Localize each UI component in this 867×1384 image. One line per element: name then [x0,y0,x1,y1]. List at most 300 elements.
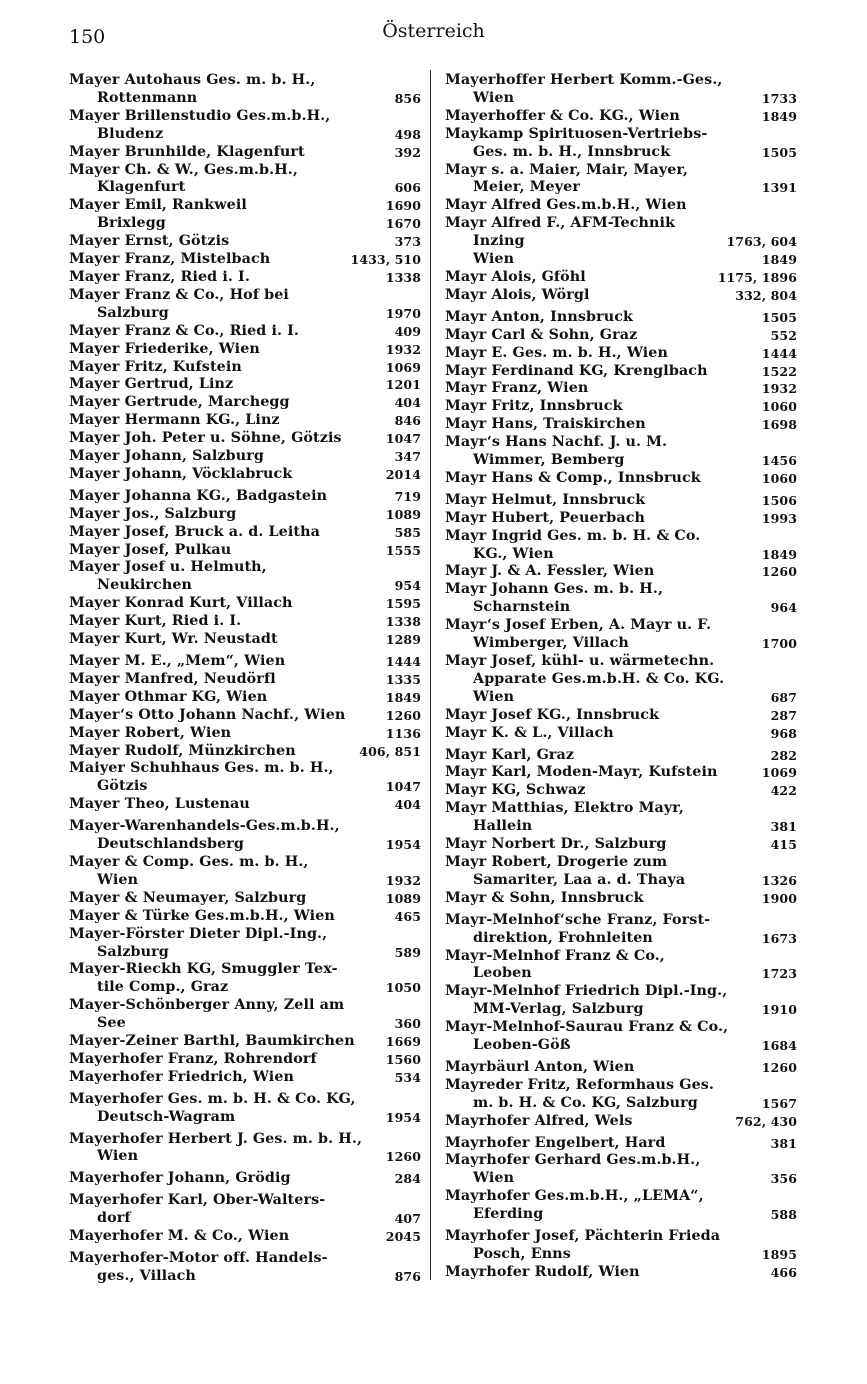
entry-continuation: MM-Verlag, Salzburg [473,1001,644,1018]
entry-name: Mayr J. & A. Fessler, Wien [445,563,655,580]
entry-name: Mayr-Melnhof Franz & Co., [445,947,665,964]
directory-entry [69,197,421,215]
entry-name: Mayrhofer Alfred, Wels [445,1112,633,1129]
directory-entry [69,818,421,854]
entry-continuation: Hallein [473,818,533,835]
directory-entry [69,215,421,233]
entry-name: Mayrhofer Ges.m.b.H., „LEMA“, [445,1188,704,1205]
entry-page-ref: 1456 [761,453,797,469]
entry-page-ref: 1670 [385,216,421,232]
entry-name: Mayr K. & L., Villach [445,724,614,741]
directory-entry [445,1077,797,1113]
entry-page-ref: 1506 [761,492,797,508]
entry-name: Mayr Franz, Wien [445,380,589,397]
entry-page-ref: 1326 [761,872,797,888]
entry-page-ref: 498 [394,126,421,142]
entry-name: Mayr Robert, Drogerie zum [445,853,668,870]
entry-page-ref: 1289 [385,632,421,648]
directory-entry [445,327,797,345]
entry-name: Mayrhofer Josef, Pächterin Frieda [445,1228,721,1245]
directory-entry [445,309,797,327]
entry-name: Mayr Carl & Sohn, Graz [445,326,638,343]
directory-entry [69,725,421,743]
directory-entry [445,363,797,381]
entry-name: Mayer Josef, Pulkau [69,541,232,558]
directory-entry [445,1228,797,1264]
entry-page-ref: 1849 [761,108,797,124]
entry-name: Mayr Josef KG., Innsbruck [445,706,660,723]
entry-name: Mayerhofer Karl, Ober-Walters- [69,1192,326,1209]
directory-entry [69,760,421,796]
directory-entry [69,613,421,631]
entry-page-ref: 1338 [385,269,421,285]
directory-entry [445,1188,797,1224]
entry-name: Mayerhofer M. & Co., Wien [69,1228,290,1245]
entry-page-ref: 954 [394,578,421,594]
entry-page-ref: 687 [770,689,797,705]
directory-entry [69,1051,421,1069]
entry-continuation: m. b. H. & Co. KG, Salzburg [473,1094,698,1111]
entry-name: Inzing [473,233,525,250]
entry-page-ref: 1993 [761,510,797,526]
entry-name: Mayerhoffer & Co. KG., Wien [445,107,680,124]
entry-page-ref: 1505 [761,309,797,325]
entry-name: Mayr E. Ges. m. b. H., Wien [445,344,668,361]
entry-continuation: Meier, Meyer [473,179,580,196]
directory-entry [445,563,797,581]
entry-page-ref: 1763, 604 [726,234,797,250]
entry-page-ref: 588 [770,1207,797,1223]
directory-entry [69,412,421,430]
directory-entry [445,836,797,854]
directory-entry [69,908,421,926]
entry-page-ref: 422 [770,783,797,799]
directory-entry [69,269,421,287]
entry-name: Mayerhofer-Motor off. Handels- [69,1250,328,1266]
directory-entry [445,617,797,653]
directory-entry [69,524,421,542]
directory-entry [69,854,421,890]
entry-page-ref: 1335 [385,671,421,687]
entry-name: Mayer Franz & Co., Ried i. I. [69,322,300,339]
entry-page-ref: 1673 [761,930,797,946]
directory-entry [445,470,797,488]
entry-name: Mayer Franz & Co., Hof bei [69,286,289,303]
entry-page-ref: 846 [394,413,421,429]
entry-page-ref: 373 [394,234,421,250]
entry-page-ref: 1954 [385,1109,421,1125]
entry-name: Mayr Alfred F., AFM-Technik [445,215,676,232]
entry-name: Mayrbäurl Anton, Wien [445,1058,635,1075]
directory-entry [445,434,797,470]
directory-entry [445,269,797,287]
directory-entry [69,796,421,814]
entry-page-ref: 1932 [761,381,797,397]
entry-page-ref: 1567 [761,1095,797,1111]
entry-name: Mayer & Comp. Ges. m. b. H., [69,853,309,870]
entry-page-ref: 964 [770,600,797,616]
entry-page-ref: 1338 [385,614,421,630]
entry-name: Mayr Anton, Innsbruck [445,308,634,325]
entry-page-ref: 534 [394,1069,421,1085]
entry-continuation: Leoben [473,965,532,982]
entry-name: Mayer Autohaus Ges. m. b. H., [69,72,316,88]
entry-name: Mayerhofer Friedrich, Wien [69,1068,295,1085]
directory-entry [445,782,797,800]
directory-entry [69,506,421,524]
entry-page-ref: 466 [770,1264,797,1280]
entry-page-ref: 1690 [385,198,421,214]
entry-page-ref: 1260 [761,1059,797,1075]
entry-page-ref: 1932 [385,341,421,357]
column-divider [430,70,431,1280]
directory-entry [69,323,421,341]
entry-name: Mayerhoffer Herbert Komm.-Ges., [445,72,723,88]
directory-entry [69,890,421,908]
entry-page-ref: 1932 [385,872,421,888]
entry-page-ref: 1595 [385,596,421,612]
entry-page-ref: 1723 [761,966,797,982]
entry-name: Mayr Ingrid Ges. m. b. H. & Co. [445,527,701,544]
entry-page-ref: 381 [770,819,797,835]
directory-entry [445,764,797,782]
entry-page-ref: 1970 [385,305,421,321]
entry-name: Mayr Hubert, Peuerbach [445,509,646,526]
entry-name: Mayer Johanna KG., Badgastein [69,487,328,504]
directory-entry [69,1131,421,1167]
entry-name: Mayr-Melnhof Friedrich Dipl.-Ing., [445,983,728,1000]
entry-name: Mayreder Fritz, Reformhaus Ges. [445,1076,715,1093]
entry-page-ref: 762, 430 [735,1113,797,1129]
entry-name: Mayr Alfred Ges.m.b.H., Wien [445,197,687,214]
entry-name: Mayr Hans & Comp., Innsbruck [445,469,701,486]
entry-page-ref: 1047 [385,431,421,447]
entry-page-ref: 406, 851 [359,743,421,759]
entry-page-ref: 1522 [761,363,797,379]
directory-entry [445,948,797,984]
directory-entry [69,394,421,412]
left-column [69,72,421,1286]
entry-name: Mayr Josef, kühl- u. wärmetechn. [445,653,715,669]
entry-name: Mayr Hans, Traiskirchen [445,416,646,433]
directory-entry [69,144,421,162]
directory-entry [69,359,421,377]
entry-name: Mayer Gertrude, Marchegg [69,394,290,411]
directory-entry [69,162,421,198]
directory-entry [69,961,421,997]
entry-page-ref: 1849 [385,689,421,705]
entry-continuation: Salzburg [97,943,169,960]
directory-entry [69,542,421,560]
entry-page-ref: 409 [394,323,421,339]
directory-entry [69,653,421,671]
entry-page-ref: 968 [770,725,797,741]
entry-name: Mayrhofer Gerhard Ges.m.b.H., [445,1152,701,1169]
directory-entry [69,631,421,649]
entry-page-ref: 1444 [761,345,797,361]
entry-continuation: Rottenmann [97,89,198,106]
entry-page-ref: 1910 [761,1002,797,1018]
entry-continuation: Eferding [473,1206,544,1223]
entry-name: Mayr Karl, Graz [445,746,575,763]
entry-name: Mayr s. a. Maier, Mair, Mayer, [445,161,689,178]
entry-page-ref: 1047 [385,779,421,795]
entry-name: Mayer Fritz, Kufstein [69,358,242,375]
entry-continuation: Bludenz [97,125,164,142]
directory-entry [445,287,797,305]
entry-name: Mayer Ernst, Götzis [69,233,230,250]
entry-page-ref: 1684 [761,1038,797,1054]
directory-entry [69,743,421,761]
entry-page-ref: 415 [770,837,797,853]
entry-name: Mayerhofer Franz, Rohrendorf [69,1050,317,1067]
entry-name: Mayer Rudolf, Münzkirchen [69,742,296,759]
entry-name: Maiyer Schuhhaus Ges. m. b. H., [69,760,334,777]
entry-continuation: Klagenfurt [97,179,186,196]
directory-entry [445,528,797,564]
entry-name: Mayer Brunhilde, Klagenfurt [69,143,305,160]
directory-entry [445,1135,797,1153]
directory-entry [445,1152,797,1188]
entry-page-ref: 1060 [761,470,797,486]
entry-name: Maykamp Spirituosen-Vertriebs- [445,125,708,142]
directory-entry [69,707,421,725]
directory-entry [69,1069,421,1087]
directory-entry [69,1250,421,1286]
entry-page-ref: 1669 [385,1034,421,1050]
entry-name: Mayer Josef, Bruck a. d. Leitha [69,523,320,540]
entry-continuation: KG., Wien [473,545,554,562]
directory-entry [445,233,797,251]
directory-entry [69,341,421,359]
directory-entry [69,997,421,1033]
entry-page-ref: 356 [770,1171,797,1187]
entry-name: Mayer Franz, Mistelbach [69,251,271,268]
entry-name: Wien [473,251,515,268]
directory-entry [69,559,421,595]
directory-entry [445,983,797,1019]
entry-name: Mayrhofer Rudolf, Wien [445,1263,640,1280]
entry-page-ref: 856 [394,90,421,106]
directory-entry [445,492,797,510]
entry-name: Mayer-Förster Dieter Dipl.-Ing., [69,925,328,942]
entry-name: Mayr-Melnhof-Saurau Franz & Co., [445,1019,729,1036]
entry-page-ref: 589 [394,944,421,960]
entry-name: Mayrhofer Engelbert, Hard [445,1134,666,1151]
entry-page-ref: 606 [394,180,421,196]
entry-name: Mayer Hermann KG., Linz [69,412,280,429]
directory-entry [445,581,797,617]
entry-page-ref: 1849 [761,252,797,268]
entry-page-ref: 1260 [761,564,797,580]
entry-name: Mayr-Melnhof‘sche Franz, Forst- [445,911,711,928]
entry-page-ref: 1849 [761,546,797,562]
entry-continuation: Wien [473,89,515,106]
entry-page-ref: 1391 [761,180,797,196]
entry-name: Mayerhofer Ges. m. b. H. & Co. KG, [69,1090,356,1107]
entry-continuation: Wien [473,688,515,705]
entry-page-ref: 1900 [761,890,797,906]
directory-entry [445,747,797,765]
entry-name: Mayr Matthias, Elektro Mayr, [445,800,684,817]
entry-page-ref: 282 [770,747,797,763]
directory-entry [445,215,797,233]
entry-page-ref: 1260 [385,707,421,723]
entry-page-ref: 332, 804 [735,287,797,303]
entry-page-ref: 1700 [761,636,797,652]
entry-continuation: Posch, Enns [473,1246,571,1262]
entry-name: Mayer-Zeiner Barthl, Baumkirchen [69,1033,355,1050]
entry-page-ref: 1060 [761,399,797,415]
entry-name: Mayer Kurt, Ried i. I. [69,613,242,630]
entry-name: Mayr Fritz, Innsbruck [445,398,623,415]
directory-entry [445,854,797,890]
directory-entry [69,488,421,506]
entry-page-ref: 1895 [761,1247,797,1262]
directory-entry [445,108,797,126]
entry-page-ref: 1555 [385,542,421,558]
entry-name: Mayer Brillenstudio Ges.m.b.H., [69,107,331,124]
entry-continuation: Neukirchen [97,577,193,594]
entry-continuation: Wien [473,1170,515,1187]
entry-name: Mayer‘s Otto Johann Nachf., Wien [69,706,346,723]
directory-entry [69,233,421,251]
entry-continuation: dorf [97,1210,131,1227]
directory-entry [445,380,797,398]
entry-name: Mayr Karl, Moden-Mayr, Kufstein [445,764,718,781]
directory-entry [445,510,797,528]
entry-continuation: See [97,1015,126,1032]
directory-entry [69,1033,421,1051]
directory-entry [445,197,797,215]
entry-name: Mayer-Rieckh KG, Smuggler Tex- [69,961,338,978]
directory-entry [69,926,421,962]
entry-continuation: Leoben-Göß [473,1037,571,1054]
entry-name: Mayer Othmar KG, Wien [69,688,268,705]
directory-entry [445,800,797,836]
entry-continuation: tile Comp., Graz [97,979,229,996]
directory-entry [69,376,421,394]
entry-name: Mayr Johann Ges. m. b. H., [445,581,664,598]
entry-continuation: Deutschlandsberg [97,836,244,853]
directory-entry [69,466,421,484]
entry-continuation: Deutsch-Wagram [97,1108,236,1125]
directory-entry [445,1113,797,1131]
page-number: 150 [69,26,106,48]
entry-continuation: Wien [97,1148,139,1165]
entry-page-ref: 1201 [385,377,421,393]
directory-entry [445,725,797,743]
entry-continuation: Samariter, Laa a. d. Thaya [473,871,686,888]
entry-page-ref: 1136 [385,725,421,741]
entry-name: Mayer-Warenhandels-Ges.m.b.H., [69,818,340,835]
entry-name: Mayer-Schönberger Anny, Zell am [69,997,345,1014]
entry-name: Mayer Jos., Salzburg [69,505,237,522]
entry-page-ref: 1069 [761,765,797,781]
entry-name: Mayer Joh. Peter u. Söhne, Götzis [69,430,342,447]
entry-name: Mayer Konrad Kurt, Villach [69,595,293,612]
entry-name: Mayr & Sohn, Innsbruck [445,889,644,906]
entry-page-ref: 719 [394,488,421,504]
directory-entry [445,1019,797,1055]
entry-name: Brixlegg [97,215,166,232]
entry-name: Mayr Alois, Wörgl [445,286,590,303]
entry-name: Mayer Gertrud, Linz [69,376,234,393]
entry-page-ref: 1733 [761,90,797,106]
entry-page-ref: 876 [394,1268,421,1284]
entry-name: Mayer Robert, Wien [69,724,232,741]
entry-name: Mayr Ferdinand KG, Krenglbach [445,362,708,379]
entry-page-ref: 552 [770,327,797,343]
entry-page-ref: 381 [770,1135,797,1151]
directory-entry [445,251,797,269]
directory-entry [445,653,797,707]
entry-name: Mayer Friederike, Wien [69,340,260,357]
entry-page-ref: 1089 [385,506,421,522]
entry-page-ref: 347 [394,449,421,465]
directory-entry [69,1228,421,1246]
directory-entry [445,1264,797,1282]
entry-page-ref: 1433, 510 [350,252,421,268]
directory-entry [445,1059,797,1077]
entry-continuation: Salzburg [97,304,169,321]
directory-entry [69,108,421,144]
entry-page-ref: 1560 [385,1051,421,1067]
entry-name: Mayer & Türke Ges.m.b.H., Wien [69,907,335,924]
entry-name: Mayer Kurt, Wr. Neustadt [69,631,278,648]
entry-page-ref: 1505 [761,144,797,160]
entry-page-ref: 1175, 1896 [717,269,797,285]
entry-page-ref: 2045 [385,1229,421,1245]
directory-entry [69,430,421,448]
entry-name: Mayr KG, Schwaz [445,782,586,799]
directory-entry [445,398,797,416]
entry-name: Mayer Manfred, Neudörfl [69,670,276,687]
directory-entry [445,890,797,908]
directory-entry [445,126,797,162]
entry-name: Mayer M. E., „Mem“, Wien [69,653,286,669]
directory-entry [69,72,421,108]
entry-page-ref: 1444 [385,654,421,669]
directory-entry [69,595,421,613]
entry-continuation: Wimberger, Villach [473,635,629,652]
entry-name: Mayer & Neumayer, Salzburg [69,889,307,906]
entry-page-ref: 585 [394,524,421,540]
entry-page-ref: 360 [394,1016,421,1032]
directory-entry [69,287,421,323]
entry-page-ref: 404 [394,797,421,813]
entry-page-ref: 407 [394,1211,421,1227]
directory-entry [69,448,421,466]
entry-name: Mayr‘s Josef Erben, A. Mayr u. F. [445,617,712,634]
page-title: Österreich [382,20,485,42]
entry-page-ref: 1089 [385,890,421,906]
directory-entry [445,162,797,198]
entry-continuation: Wien [97,871,139,888]
entry-name: Mayer Ch. & W., Ges.m.b.H., [69,161,298,178]
entry-page-ref: 287 [770,707,797,723]
right-column [445,72,797,1282]
entry-continuation: ges., Villach [97,1267,196,1284]
entry-continuation: Wimmer, Bemberg [473,452,625,469]
entry-name: Mayr Alois, Gföhl [445,268,586,285]
entry-name: Mayr‘s Hans Nachf. J. u. M. [445,434,668,451]
entry-name: Mayr Helmut, Innsbruck [445,491,646,508]
directory-entry [69,671,421,689]
directory-entry [69,689,421,707]
entry-page-ref: 1069 [385,359,421,375]
entry-name: Mayer Emil, Rankweil [69,197,247,214]
